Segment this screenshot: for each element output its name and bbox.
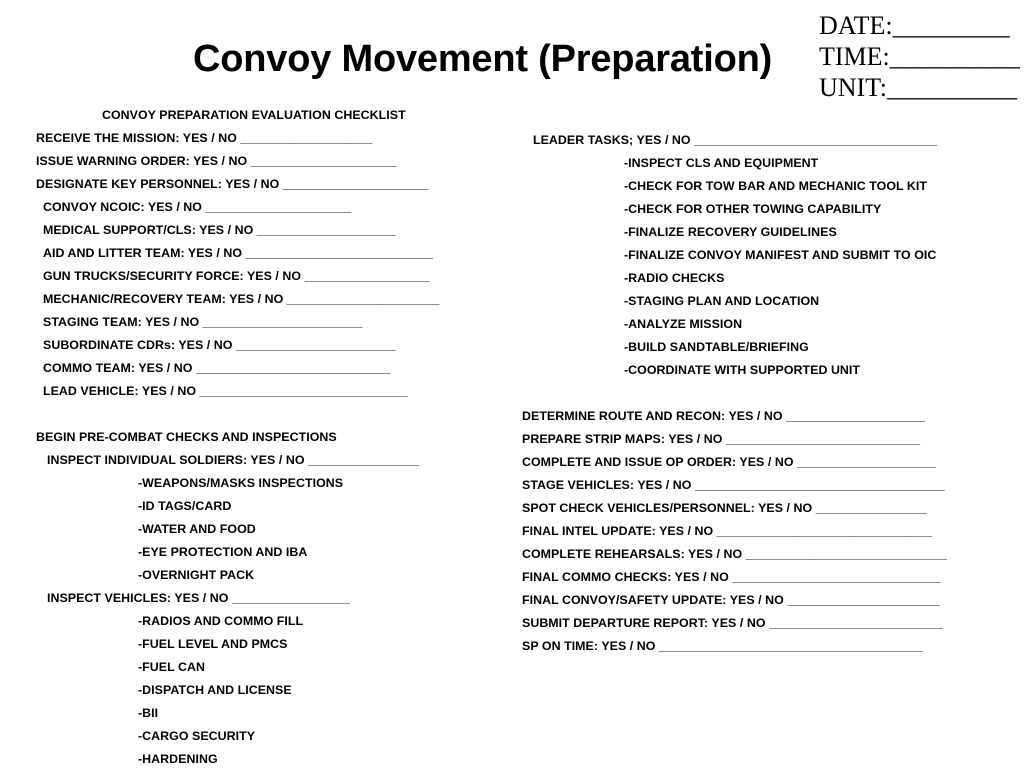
- sub-item: -WATER AND FOOD: [138, 522, 256, 536]
- sub-item: -BII: [138, 706, 159, 720]
- checklist-item: DETERMINE ROUTE AND RECON: YES / NO ____________________: [522, 409, 925, 423]
- date-field: DATE:_________: [819, 11, 1010, 40]
- checklist-item: AID AND LITTER TEAM: YES / NO ___________________________: [43, 246, 433, 260]
- checklist-item: INSPECT VEHICLES: YES / NO _________________: [47, 591, 350, 605]
- checklist-item: FINAL INTEL UPDATE: YES / NO _______________________________: [522, 524, 932, 538]
- sub-item: -INSPECT CLS AND EQUIPMENT: [624, 156, 819, 170]
- checklist-item: CONVOY NCOIC: YES / NO _____________________: [43, 200, 352, 214]
- sub-item: -HARDENING: [138, 752, 218, 766]
- sub-item: -RADIOS AND COMMO FILL: [138, 614, 304, 628]
- checklist-item: SP ON TIME: YES / NO ______________________________________: [522, 639, 923, 653]
- checklist-item: SUBORDINATE CDRs: YES / NO _______________________: [43, 338, 396, 352]
- checklist-item: DESIGNATE KEY PERSONNEL: YES / NO _____________________: [36, 177, 429, 191]
- unit-field: UNIT:__________: [819, 73, 1018, 102]
- sub-item: -EYE PROTECTION AND IBA: [138, 545, 308, 559]
- sub-item: -ANALYZE MISSION: [624, 317, 743, 331]
- sub-item: -CARGO SECURITY: [138, 729, 256, 743]
- page-title: Convoy Movement (Preparation): [193, 38, 773, 80]
- sub-item: -STAGING PLAN AND LOCATION: [624, 294, 820, 308]
- time-field: TIME:__________: [819, 42, 1020, 71]
- sub-item: -ID TAGS/CARD: [138, 499, 232, 513]
- checklist-item: COMPLETE AND ISSUE OP ORDER: YES / NO ____________________: [522, 455, 936, 469]
- checklist-item: PREPARE STRIP MAPS: YES / NO ____________________________: [522, 432, 921, 446]
- sub-item: -OVERNIGHT PACK: [138, 568, 255, 582]
- checklist-item: STAGING TEAM: YES / NO _______________________: [43, 315, 363, 329]
- sub-item: -RADIO CHECKS: [624, 271, 725, 285]
- sub-item: -BUILD SANDTABLE/BRIEFING: [624, 340, 809, 354]
- sub-item: -FINALIZE CONVOY MANIFEST AND SUBMIT TO OIC: [624, 248, 937, 262]
- checklist-item: SPOT CHECK VEHICLES/PERSONNEL: YES / NO ________________: [522, 501, 927, 515]
- sub-item: -FINALIZE RECOVERY GUIDELINES: [624, 225, 837, 239]
- checklist-item: MECHANIC/RECOVERY TEAM: YES / NO ______________________: [43, 292, 440, 306]
- sub-item: -CHECK FOR TOW BAR AND MECHANIC TOOL KIT: [624, 179, 928, 193]
- checklist-item: GUN TRUCKS/SECURITY FORCE: YES / NO __________________: [43, 269, 430, 283]
- checklist-item: FINAL COMMO CHECKS: YES / NO ______________________________: [522, 570, 941, 584]
- checklist-item: LEAD VEHICLE: YES / NO ______________________________: [43, 384, 408, 398]
- checklist-item: ISSUE WARNING ORDER: YES / NO _____________________: [36, 154, 397, 168]
- checklist-item: FINAL CONVOY/SAFETY UPDATE: YES / NO ______________________: [522, 593, 941, 607]
- checklist-item: STAGE VEHICLES: YES / NO ____________________________________: [522, 478, 945, 492]
- checklist-item: LEADER TASKS; YES / NO ___________________________________: [533, 133, 938, 147]
- sub-item: -COORDINATE WITH SUPPORTED UNIT: [624, 363, 861, 377]
- checklist-title: CONVOY PREPARATION EVALUATION CHECKLIST: [102, 108, 406, 122]
- sub-item: -WEAPONS/MASKS INSPECTIONS: [138, 476, 344, 490]
- checklist-item: MEDICAL SUPPORT/CLS: YES / NO ____________________: [43, 223, 396, 237]
- checklist-item: COMPLETE REHEARSALS: YES / NO _____________________________: [522, 547, 947, 561]
- checklist-item: COMMO TEAM: YES / NO ____________________________: [43, 361, 391, 375]
- sub-item: -FUEL LEVEL AND PMCS: [138, 637, 288, 651]
- sub-item: -DISPATCH AND LICENSE: [138, 683, 292, 697]
- checklist-item: RECEIVE THE MISSION: YES / NO ___________________: [36, 131, 373, 145]
- checklist-item: INSPECT INDIVIDUAL SOLDIERS: YES / NO ________________: [47, 453, 420, 467]
- sub-item: -FUEL CAN: [138, 660, 205, 674]
- sub-item: -CHECK FOR OTHER TOWING CAPABILITY: [624, 202, 882, 216]
- section-heading: BEGIN PRE-COMBAT CHECKS AND INSPECTIONS: [36, 430, 337, 444]
- checklist-item: SUBMIT DEPARTURE REPORT: YES / NO _________________________: [522, 616, 943, 630]
